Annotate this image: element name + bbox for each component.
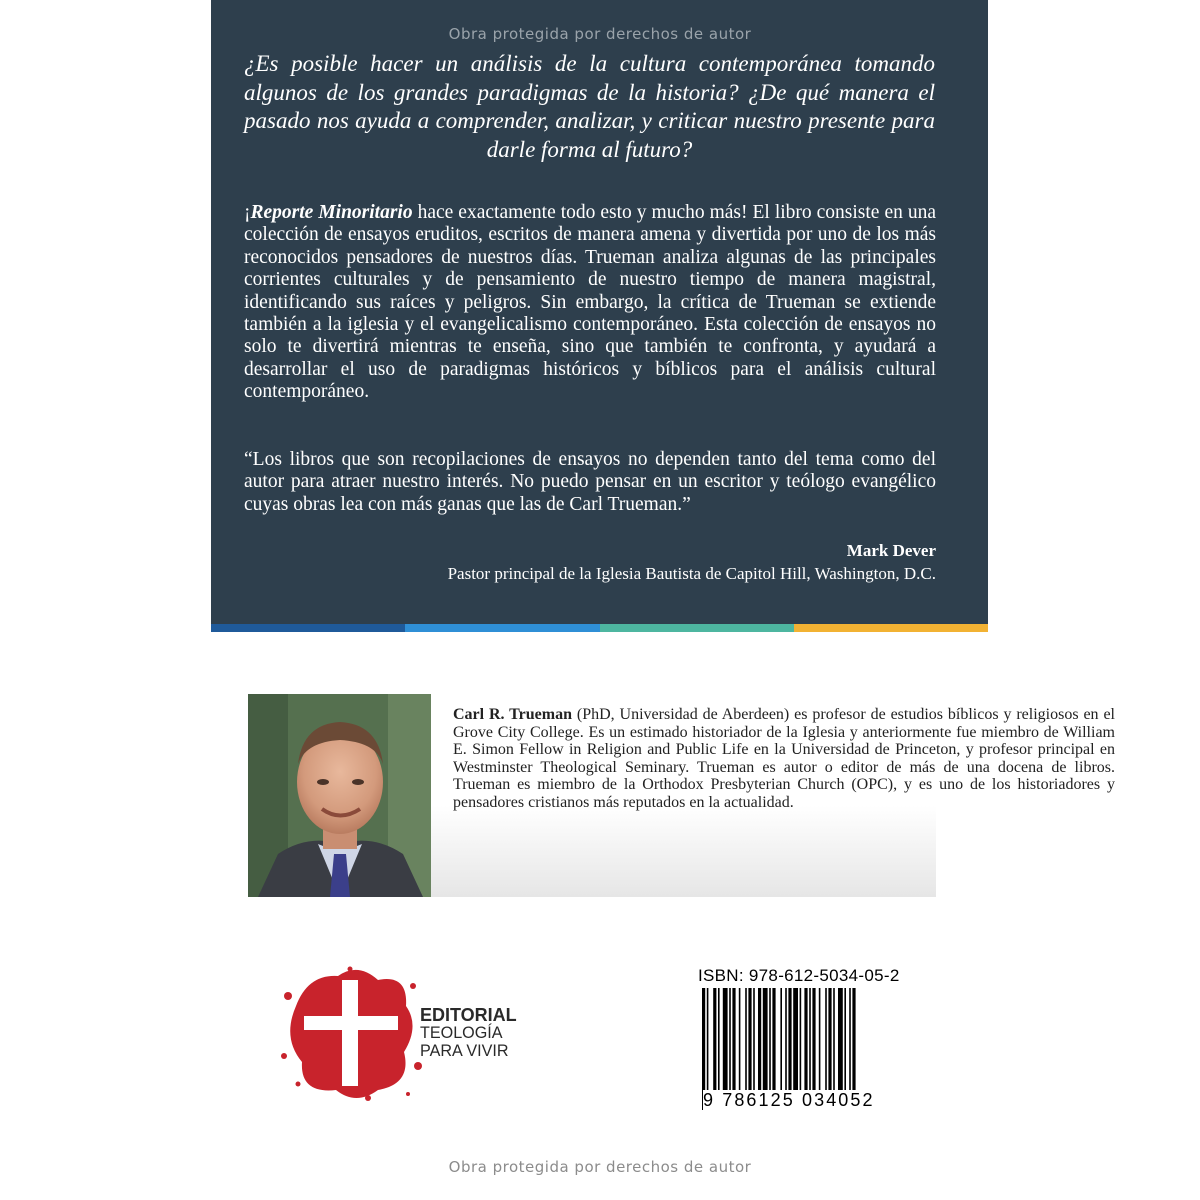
- author-photo: [248, 694, 431, 897]
- book-title-inline: Reporte Minoritario: [250, 202, 413, 223]
- endorsement-author-role: Pastor principal de la Iglesia Bautista de Capitol Hill, Washington, D.C.: [447, 564, 936, 583]
- endorsement-author: Mark Dever: [846, 541, 936, 560]
- description-prefix: ¡: [244, 202, 251, 223]
- author-name: Carl R. Trueman: [453, 706, 572, 723]
- stripe-4: [794, 624, 988, 632]
- stripe-1: [211, 624, 405, 632]
- copyright-watermark-bottom: Obra protegida por derechos de autor: [448, 1158, 752, 1176]
- publisher-line-3: PARA VIVIR: [420, 1041, 509, 1060]
- author-bio-text: [453, 706, 1115, 812]
- author-bio-body: (PhD, Universidad de Aberdeen) es profesor de estudios bíblicos y religiosos en el Grove City College. Es un estimado historiador de la Iglesia y anteriormente fue miembro de William E. Simon Fellow in Religion and Public Life en la Universidad de Princeton, y profesor principal en Westminster Theological Seminary. Trueman es autor o editor de más de una docena de libros. Trueman es miembro de la Orthodox Presbyterian Church (OPC), y es uno de los historiadores y pensadores cristianos más reputados en la actualidad.: [453, 706, 1115, 811]
- endorsement-quote: “Los libros que son recopilaciones de ensayos no dependen tanto del tema como del autor para atraer nuestro interés. No puedo pensar en un escritor y teólogo evangélico cuyas obras lea con más ganas que las de Carl Trueman.”: [244, 449, 936, 515]
- stripe-3: [600, 624, 794, 632]
- publisher-line-2: TEOLOGÍA: [420, 1023, 503, 1042]
- copyright-watermark-top: Obra protegida por derechos de autor: [448, 25, 752, 43]
- stripe-2: [405, 624, 599, 632]
- back-cover-panel: [211, 0, 988, 624]
- publisher-name: [420, 1006, 517, 1060]
- isbn-label: ISBN: 978-612-5034-05-2: [698, 966, 900, 985]
- author-portrait-icon: [248, 694, 431, 897]
- publisher-line-1: EDITORIAL: [420, 1005, 517, 1025]
- color-stripes: [211, 624, 988, 632]
- barcode-digits: 9 786125 034052: [703, 1090, 915, 1111]
- description-body: hace exactamente todo esto y mucho más! El libro consiste en una colección de ensayos eruditos, escritos de manera amena y divertida por uno de los más reconocidos pensadores de nuestros días. Trueman analiza algunas de las principales corrientes culturales y de pensamiento de nuestro tiempo de manera magistral, identificando sus raíces y peligros. Sin embargo, la crítica de Trueman se extiende también a la iglesia y el evangelicalismo contemporáneo. Esta colección de ensayos no solo te divertirá mientras te enseña, sino que también te confronta, y ayudará a desarrollar el uso de paradigmas históricos y bíblicos para el análisis cultural contemporáneo.: [244, 202, 937, 403]
- author-bio-box: [248, 694, 1115, 897]
- book-description: [244, 202, 936, 404]
- intro-question: ¿Es posible hacer un análisis de la cultura contemporánea tomando algunos de los grandes paradigmas de la historia? ¿De qué manera el pasado nos ayuda a comprender, analizar, y criticar nuestro presente para darle forma al futuro?: [244, 51, 935, 162]
